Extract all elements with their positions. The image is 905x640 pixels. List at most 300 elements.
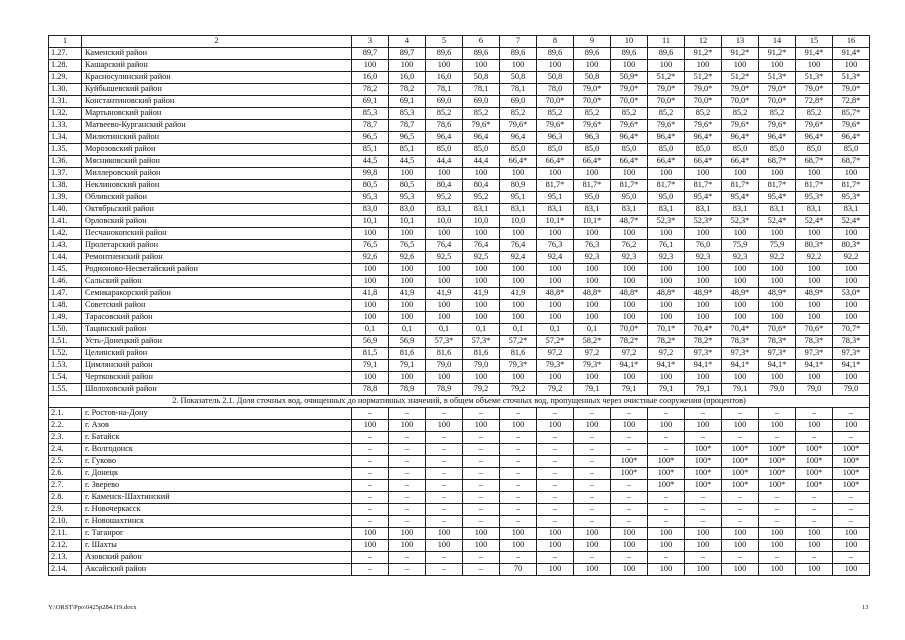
value-cell: –: [796, 516, 833, 528]
value-cell: 92,5: [426, 252, 463, 264]
row-number: 1.39.: [49, 192, 82, 204]
value-cell: 85,0: [648, 144, 685, 156]
value-cell: 100: [648, 168, 685, 180]
value-cell: 100*: [796, 456, 833, 468]
value-cell: 78,1: [463, 84, 500, 96]
value-cell: 100: [722, 540, 759, 552]
value-cell: 70,0*: [685, 96, 722, 108]
value-cell: 100: [685, 228, 722, 240]
value-cell: 100: [611, 540, 648, 552]
value-cell: 79,6*: [833, 120, 870, 132]
value-cell: 85,2: [796, 108, 833, 120]
value-cell: 52,4*: [796, 216, 833, 228]
value-cell: 81,7*: [648, 180, 685, 192]
column-header: 6: [463, 36, 500, 48]
value-cell: 100*: [796, 444, 833, 456]
value-cell: 100: [389, 228, 426, 240]
value-cell: –: [426, 564, 463, 576]
value-cell: 100: [389, 528, 426, 540]
value-cell: –: [500, 456, 537, 468]
row-number: 2.11.: [49, 528, 82, 540]
value-cell: 85,3: [389, 108, 426, 120]
row-name: Красносулинский район: [82, 72, 352, 84]
row-name: Цимлянский район: [82, 360, 352, 372]
row-name: Целинский район: [82, 348, 352, 360]
value-cell: 100: [796, 420, 833, 432]
value-cell: 100: [500, 168, 537, 180]
value-cell: –: [426, 492, 463, 504]
row-number: 2.1.: [49, 408, 82, 420]
value-cell: –: [722, 432, 759, 444]
data-table: [48, 35, 870, 576]
table-row: [49, 336, 870, 348]
value-cell: –: [574, 432, 611, 444]
value-cell: 100: [426, 312, 463, 324]
row-name: Родионово-Несветайский район: [82, 264, 352, 276]
value-cell: 10,1: [389, 216, 426, 228]
value-cell: 100: [500, 276, 537, 288]
table-row: [49, 540, 870, 552]
table-row: [49, 444, 870, 456]
value-cell: –: [463, 480, 500, 492]
value-cell: 53,0*: [833, 288, 870, 300]
value-cell: 85,0: [537, 144, 574, 156]
value-cell: 95,2: [426, 192, 463, 204]
value-cell: 100*: [759, 480, 796, 492]
value-cell: 0,1: [426, 324, 463, 336]
value-cell: –: [352, 564, 389, 576]
value-cell: 68,7*: [833, 156, 870, 168]
value-cell: 100: [796, 276, 833, 288]
value-cell: 70,4*: [685, 324, 722, 336]
value-cell: 100: [685, 564, 722, 576]
value-cell: 83,1: [685, 204, 722, 216]
value-cell: 50,9*: [611, 72, 648, 84]
value-cell: 100: [500, 60, 537, 72]
value-cell: 85,0: [611, 144, 648, 156]
value-cell: 100: [537, 168, 574, 180]
row-number: 1.51.: [49, 336, 82, 348]
value-cell: –: [537, 492, 574, 504]
value-cell: 66,4*: [500, 156, 537, 168]
value-cell: –: [426, 516, 463, 528]
value-cell: 100: [833, 276, 870, 288]
value-cell: –: [389, 408, 426, 420]
value-cell: 100: [611, 276, 648, 288]
value-cell: –: [833, 432, 870, 444]
value-cell: 100: [426, 276, 463, 288]
section-heading: 2. Показатель 2.1. Доля сточных вод, очищенных до нормативных значений, в общем объеме сточных вод, пропущенных через очистные сооружения (процентов): [49, 396, 870, 408]
value-cell: 100: [611, 264, 648, 276]
value-cell: –: [611, 552, 648, 564]
row-number: 1.52.: [49, 348, 82, 360]
value-cell: 85,2: [611, 108, 648, 120]
value-cell: 48,9*: [722, 288, 759, 300]
value-cell: –: [537, 480, 574, 492]
value-cell: 78,6: [426, 120, 463, 132]
value-cell: –: [426, 480, 463, 492]
value-cell: –: [611, 432, 648, 444]
value-cell: –: [426, 408, 463, 420]
value-cell: 100: [685, 276, 722, 288]
value-cell: 100: [463, 420, 500, 432]
row-name: Матвеево-Курганский район: [82, 120, 352, 132]
column-header: 13: [722, 36, 759, 48]
value-cell: 92,3: [574, 252, 611, 264]
value-cell: 57,3*: [426, 336, 463, 348]
value-cell: 100*: [648, 468, 685, 480]
value-cell: –: [722, 516, 759, 528]
value-cell: 96,3: [537, 132, 574, 144]
value-cell: 100: [426, 528, 463, 540]
value-cell: 51,2*: [722, 72, 759, 84]
value-cell: 81,7*: [796, 180, 833, 192]
value-cell: 72,8*: [796, 96, 833, 108]
value-cell: 100: [537, 276, 574, 288]
value-cell: –: [463, 468, 500, 480]
value-cell: 95,3*: [796, 192, 833, 204]
value-cell: 78,2: [389, 84, 426, 96]
value-cell: 89,7: [352, 48, 389, 60]
value-cell: 44,4: [426, 156, 463, 168]
value-cell: 100: [722, 312, 759, 324]
header-row: [49, 36, 870, 48]
column-header: 11: [648, 36, 685, 48]
row-name: Каменский район: [82, 48, 352, 60]
value-cell: 81,7*: [685, 180, 722, 192]
value-cell: 100: [537, 264, 574, 276]
column-header: 16: [833, 36, 870, 48]
value-cell: 92,4: [537, 252, 574, 264]
value-cell: 100: [685, 168, 722, 180]
value-cell: 100: [833, 540, 870, 552]
value-cell: –: [759, 408, 796, 420]
value-cell: 91,2*: [759, 48, 796, 60]
value-cell: –: [537, 456, 574, 468]
value-cell: 89,6: [537, 48, 574, 60]
value-cell: –: [685, 408, 722, 420]
value-cell: 52,4*: [833, 216, 870, 228]
value-cell: 100: [796, 168, 833, 180]
row-number: 2.12.: [49, 540, 82, 552]
row-name: г. Волгодонск: [82, 444, 352, 456]
value-cell: –: [389, 516, 426, 528]
row-name: Орловский район: [82, 216, 352, 228]
value-cell: 78,9: [389, 384, 426, 396]
value-cell: 100*: [685, 444, 722, 456]
value-cell: 44,4: [463, 156, 500, 168]
value-cell: 96,3: [574, 132, 611, 144]
row-name: Неклиновский район: [82, 180, 352, 192]
row-name: Куйбышевский район: [82, 84, 352, 96]
value-cell: 79,1: [722, 384, 759, 396]
row-number: 2.8.: [49, 492, 82, 504]
row-number: 2.10.: [49, 516, 82, 528]
value-cell: 94,1*: [685, 360, 722, 372]
table-row: [49, 216, 870, 228]
value-cell: 96,4*: [759, 132, 796, 144]
value-cell: 100: [389, 264, 426, 276]
value-cell: 76,4: [500, 240, 537, 252]
value-cell: –: [389, 552, 426, 564]
value-cell: –: [389, 432, 426, 444]
value-cell: 79,6*: [796, 120, 833, 132]
value-cell: 85,2: [648, 108, 685, 120]
value-cell: 95,4*: [759, 192, 796, 204]
row-number: 1.35.: [49, 144, 82, 156]
column-header: 3: [352, 36, 389, 48]
value-cell: 97,2: [611, 348, 648, 360]
value-cell: 100: [389, 300, 426, 312]
row-name: Аксайский район: [82, 564, 352, 576]
value-cell: 85,2: [500, 108, 537, 120]
value-cell: 96,5: [389, 132, 426, 144]
value-cell: 100: [759, 540, 796, 552]
value-cell: 78,7: [389, 120, 426, 132]
value-cell: 85,2: [463, 108, 500, 120]
value-cell: 78,2: [352, 84, 389, 96]
value-cell: 48,8*: [574, 288, 611, 300]
value-cell: 85,0: [722, 144, 759, 156]
value-cell: 100: [796, 60, 833, 72]
value-cell: –: [426, 432, 463, 444]
row-name: Песчанокопский район: [82, 228, 352, 240]
value-cell: 100: [500, 540, 537, 552]
table-row: [49, 96, 870, 108]
value-cell: 100: [796, 540, 833, 552]
value-cell: 79,0*: [648, 84, 685, 96]
row-name: г. Батайск: [82, 432, 352, 444]
value-cell: 100: [833, 312, 870, 324]
value-cell: –: [685, 516, 722, 528]
value-cell: –: [685, 552, 722, 564]
value-cell: 70,0*: [722, 96, 759, 108]
value-cell: 79,2: [463, 384, 500, 396]
value-cell: 76,5: [389, 240, 426, 252]
row-name: Азовский район: [82, 552, 352, 564]
row-number: 1.38.: [49, 180, 82, 192]
value-cell: 70,0*: [611, 96, 648, 108]
value-cell: 79,0*: [722, 84, 759, 96]
value-cell: 94,1*: [796, 360, 833, 372]
value-cell: –: [537, 468, 574, 480]
row-number: 2.9.: [49, 504, 82, 516]
value-cell: 50,8: [463, 72, 500, 84]
value-cell: 50,8: [574, 72, 611, 84]
value-cell: 79,3*: [574, 360, 611, 372]
value-cell: 100: [722, 264, 759, 276]
value-cell: 79,6*: [759, 120, 796, 132]
row-number: 2.6.: [49, 468, 82, 480]
value-cell: 100: [759, 300, 796, 312]
value-cell: 100: [648, 300, 685, 312]
value-cell: 72,8*: [833, 96, 870, 108]
value-cell: 79,1: [648, 384, 685, 396]
row-name: г. Таганрог: [82, 528, 352, 540]
value-cell: 16,0: [352, 72, 389, 84]
value-cell: 69,0: [500, 96, 537, 108]
value-cell: –: [574, 480, 611, 492]
value-cell: –: [574, 456, 611, 468]
value-cell: 96,4*: [685, 132, 722, 144]
value-cell: –: [500, 516, 537, 528]
table-row: [49, 528, 870, 540]
value-cell: 79,2: [537, 384, 574, 396]
row-name: Семикаракорский район: [82, 288, 352, 300]
value-cell: 100: [389, 540, 426, 552]
row-number: 1.45.: [49, 264, 82, 276]
value-cell: 50,8: [537, 72, 574, 84]
value-cell: 70,0*: [759, 96, 796, 108]
value-cell: –: [796, 432, 833, 444]
value-cell: 56,9: [389, 336, 426, 348]
value-cell: 94,1*: [833, 360, 870, 372]
row-number: 1.48.: [49, 300, 82, 312]
value-cell: 85,2: [759, 108, 796, 120]
value-cell: 80,4: [426, 180, 463, 192]
value-cell: 100*: [796, 468, 833, 480]
value-cell: 100: [352, 528, 389, 540]
value-cell: 78,1: [426, 84, 463, 96]
table-row: [49, 168, 870, 180]
value-cell: 100*: [648, 456, 685, 468]
value-cell: –: [352, 504, 389, 516]
value-cell: –: [500, 468, 537, 480]
value-cell: –: [463, 516, 500, 528]
table-row: [49, 48, 870, 60]
table-row: [49, 432, 870, 444]
value-cell: 69,0: [463, 96, 500, 108]
value-cell: –: [759, 492, 796, 504]
value-cell: 95,3*: [833, 192, 870, 204]
value-cell: 97,3*: [759, 348, 796, 360]
value-cell: –: [759, 552, 796, 564]
value-cell: 100: [648, 312, 685, 324]
value-cell: 78,2*: [611, 336, 648, 348]
value-cell: 78,3*: [796, 336, 833, 348]
value-cell: 57,2*: [500, 336, 537, 348]
value-cell: 48,9*: [685, 288, 722, 300]
value-cell: 100*: [648, 480, 685, 492]
value-cell: 83,1: [574, 204, 611, 216]
value-cell: 78,2*: [685, 336, 722, 348]
value-cell: 100*: [833, 480, 870, 492]
value-cell: 83,0: [389, 204, 426, 216]
value-cell: 100: [537, 312, 574, 324]
value-cell: 100: [611, 372, 648, 384]
value-cell: 100: [537, 564, 574, 576]
value-cell: 70,7*: [833, 324, 870, 336]
value-cell: 100: [463, 60, 500, 72]
row-number: 1.44.: [49, 252, 82, 264]
value-cell: 100*: [611, 456, 648, 468]
value-cell: 81,7*: [722, 180, 759, 192]
value-cell: 79,0*: [574, 84, 611, 96]
table-row: [49, 468, 870, 480]
row-name: Тацинский район: [82, 324, 352, 336]
value-cell: 76,4: [426, 240, 463, 252]
value-cell: 91,2*: [685, 48, 722, 60]
row-number: 2.13.: [49, 552, 82, 564]
table-row: [49, 360, 870, 372]
value-cell: 48,8*: [648, 288, 685, 300]
value-cell: 100: [500, 372, 537, 384]
value-cell: 100: [574, 528, 611, 540]
value-cell: 94,1*: [759, 360, 796, 372]
value-cell: –: [722, 504, 759, 516]
value-cell: 0,1: [574, 324, 611, 336]
value-cell: 83,1: [833, 204, 870, 216]
table-row: [49, 72, 870, 84]
value-cell: 68,7*: [759, 156, 796, 168]
value-cell: 79,0*: [833, 84, 870, 96]
value-cell: 100*: [611, 468, 648, 480]
table-row: [49, 180, 870, 192]
value-cell: 100*: [796, 480, 833, 492]
value-cell: 100: [500, 264, 537, 276]
value-cell: 79,6*: [463, 120, 500, 132]
value-cell: 96,4*: [648, 132, 685, 144]
value-cell: 100: [611, 564, 648, 576]
value-cell: 100: [759, 564, 796, 576]
value-cell: 100: [722, 168, 759, 180]
value-cell: 79,1: [611, 384, 648, 396]
value-cell: 68,7*: [796, 156, 833, 168]
table-row: [49, 480, 870, 492]
value-cell: –: [537, 516, 574, 528]
value-cell: 100: [759, 264, 796, 276]
value-cell: 100: [463, 540, 500, 552]
value-cell: 89,6: [463, 48, 500, 60]
value-cell: 85,0: [500, 144, 537, 156]
value-cell: 100: [352, 228, 389, 240]
value-cell: –: [574, 468, 611, 480]
row-name: Морозовский район: [82, 144, 352, 156]
row-name: г. Шахты: [82, 540, 352, 552]
value-cell: 100: [463, 372, 500, 384]
row-name: Октябрьский район: [82, 204, 352, 216]
value-cell: –: [389, 480, 426, 492]
value-cell: 100: [833, 264, 870, 276]
row-name: г. Новошахтинск: [82, 516, 352, 528]
value-cell: 75,9: [759, 240, 796, 252]
value-cell: 100: [722, 420, 759, 432]
value-cell: 79,3*: [500, 360, 537, 372]
value-cell: –: [500, 492, 537, 504]
value-cell: 79,6*: [648, 120, 685, 132]
value-cell: –: [463, 504, 500, 516]
value-cell: 100: [463, 300, 500, 312]
value-cell: 79,0: [759, 384, 796, 396]
value-cell: 100: [463, 276, 500, 288]
table-row: [49, 204, 870, 216]
value-cell: 69,1: [352, 96, 389, 108]
value-cell: 95,0: [574, 192, 611, 204]
value-cell: 0,1: [389, 324, 426, 336]
column-header: 1: [49, 36, 82, 48]
table-row: [49, 492, 870, 504]
value-cell: 85,0: [574, 144, 611, 156]
row-number: 2.4.: [49, 444, 82, 456]
row-name: Мартыновский район: [82, 108, 352, 120]
value-cell: –: [796, 552, 833, 564]
value-cell: 100: [722, 564, 759, 576]
row-number: 2.5.: [49, 456, 82, 468]
value-cell: 56,9: [352, 336, 389, 348]
row-name: Константиновский район: [82, 96, 352, 108]
value-cell: 100: [463, 528, 500, 540]
value-cell: –: [463, 492, 500, 504]
